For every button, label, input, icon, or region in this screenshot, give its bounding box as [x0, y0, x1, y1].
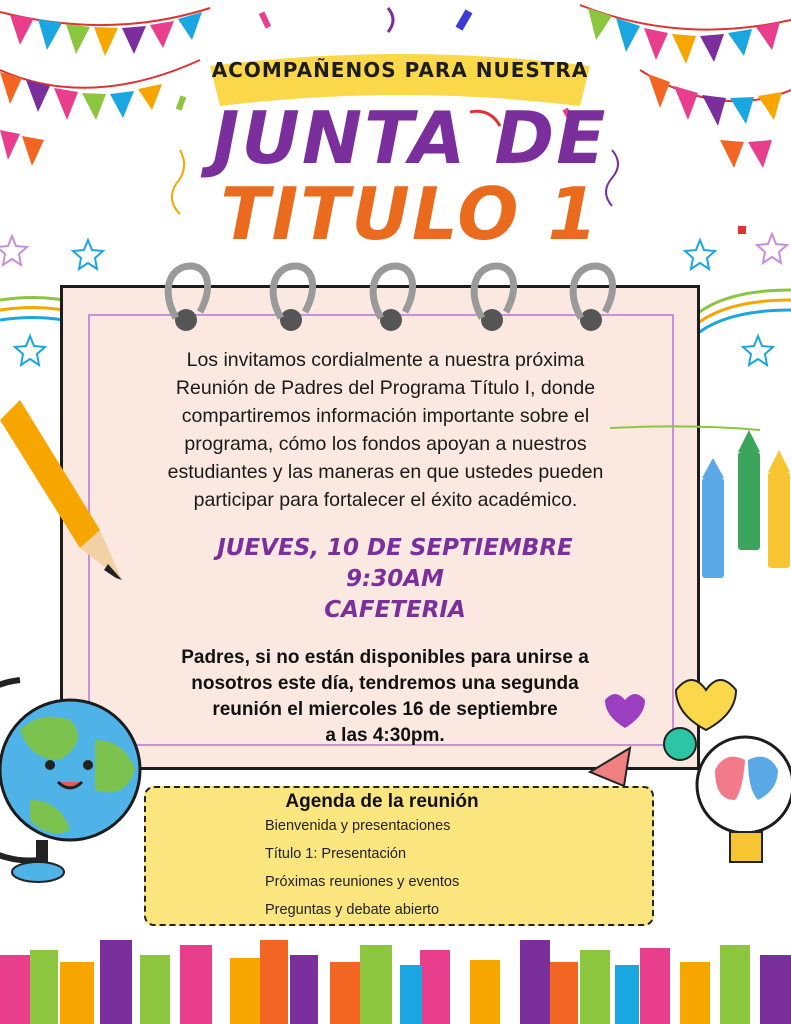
banner-text: ACOMPAÑENOS PARA NUESTRA — [211, 58, 589, 82]
invitation-line: estudiantes y las maneras en que ustedes pueden — [167, 461, 604, 483]
globe-icon — [0, 680, 140, 882]
agenda-item: Bienvenida y presentaciones — [265, 818, 451, 834]
agenda-item: Preguntas y debate abierto — [265, 902, 440, 918]
second-meeting-line: Padres, si no están disponibles para unirse a — [181, 647, 589, 668]
agenda-list — [265, 816, 645, 928]
title-line-2: TITULO 1 — [220, 172, 600, 256]
event-location: CAFETERIA — [324, 597, 466, 623]
second-meeting-line: reunión el miercoles 16 de septiembre — [212, 699, 558, 720]
title-line-1: JUNTA DE — [212, 96, 608, 180]
invitation-line: programa, cómo los fondos apoyan a nuestros — [184, 433, 587, 455]
agenda-item: Título 1: Presentación — [265, 846, 407, 862]
crayons-icon — [702, 430, 790, 578]
second-meeting-line: a las 4:30pm. — [325, 725, 445, 746]
event-date: JUEVES, 10 DE SEPTIEMBRE — [217, 535, 573, 561]
event-time: 9:30AM — [346, 566, 444, 592]
invitation-line: compartiremos información importante sobre el — [181, 405, 590, 427]
invitation-line: participar para fortalecer el éxito académico. — [193, 489, 578, 511]
agenda-title: Agenda de la reunión — [285, 791, 479, 812]
hands-illustration — [0, 940, 791, 1024]
agenda-item: Próximas reuniones y eventos — [265, 874, 460, 890]
invitation-line: Reunión de Padres del Programa Título I, donde — [175, 377, 596, 399]
invitation-line: Los invitamos cordialmente a nuestra próxima — [186, 349, 585, 371]
pencil-icon — [0, 400, 122, 580]
second-meeting-line: nosotros este día, tendremos una segunda — [191, 673, 579, 694]
lightbulb-icon — [664, 728, 791, 862]
